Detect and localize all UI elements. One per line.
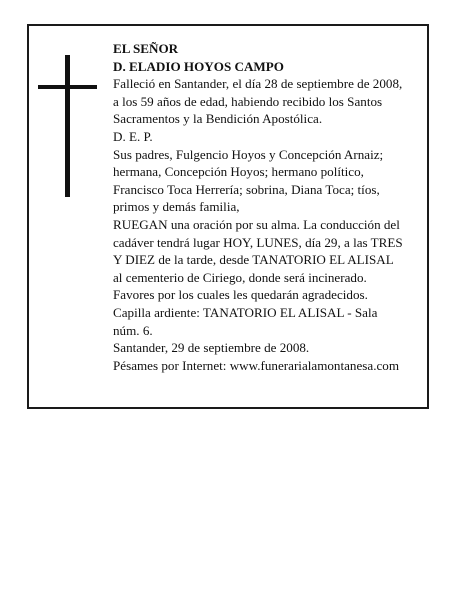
cross-icon [65, 55, 70, 197]
notice-line: Sacramentos y la Bendición Apostólica. [113, 111, 323, 127]
notice-line: Sus padres, Fulgencio Hoyos y Concepción Arnaiz; [113, 146, 384, 162]
deceased-name: D. ELADIO HOYOS CAMPO [113, 58, 284, 74]
notice-line: Falleció en Santander, el día 28 de septiembre de 2008, [113, 76, 403, 92]
cross-icon-crossbar [38, 85, 97, 89]
notice-line-dep: D. E. P. [113, 128, 153, 144]
obituary-text-block [113, 40, 423, 374]
notice-heading: EL SEÑOR [113, 41, 179, 56]
notice-line: Francisco Toca Herrería; sobrina, Diana Toca; tíos, [113, 181, 380, 197]
notice-line: Capilla ardiente: TANATORIO EL ALISAL - Sala [113, 304, 378, 320]
notice-line: Y DIEZ de la tarde, desde TANATORIO EL ALISAL [113, 252, 394, 268]
notice-line-website: Pésames por Internet: www.funerarialamontanesa.com [113, 357, 400, 373]
notice-line: cadáver tendrá lugar HOY, LUNES, día 29, a las TRES [113, 234, 403, 250]
notice-line: núm. 6. [113, 322, 153, 338]
notice-line-date: Santander, 29 de septiembre de 2008. [113, 340, 310, 356]
notice-line: primos y demás familia, [113, 199, 240, 215]
notice-line: a los 59 años de edad, habiendo recibido los Santos [113, 93, 383, 109]
notice-line: Favores por los cuales les quedarán agradecidos. [113, 287, 368, 303]
notice-line: RUEGAN una oración por su alma. La conducción del [113, 216, 400, 232]
notice-line: al cementerio de Ciriego, donde será incinerado. [113, 269, 367, 285]
notice-line: hermana, Concepción Hoyos; hermano político, [113, 164, 364, 180]
